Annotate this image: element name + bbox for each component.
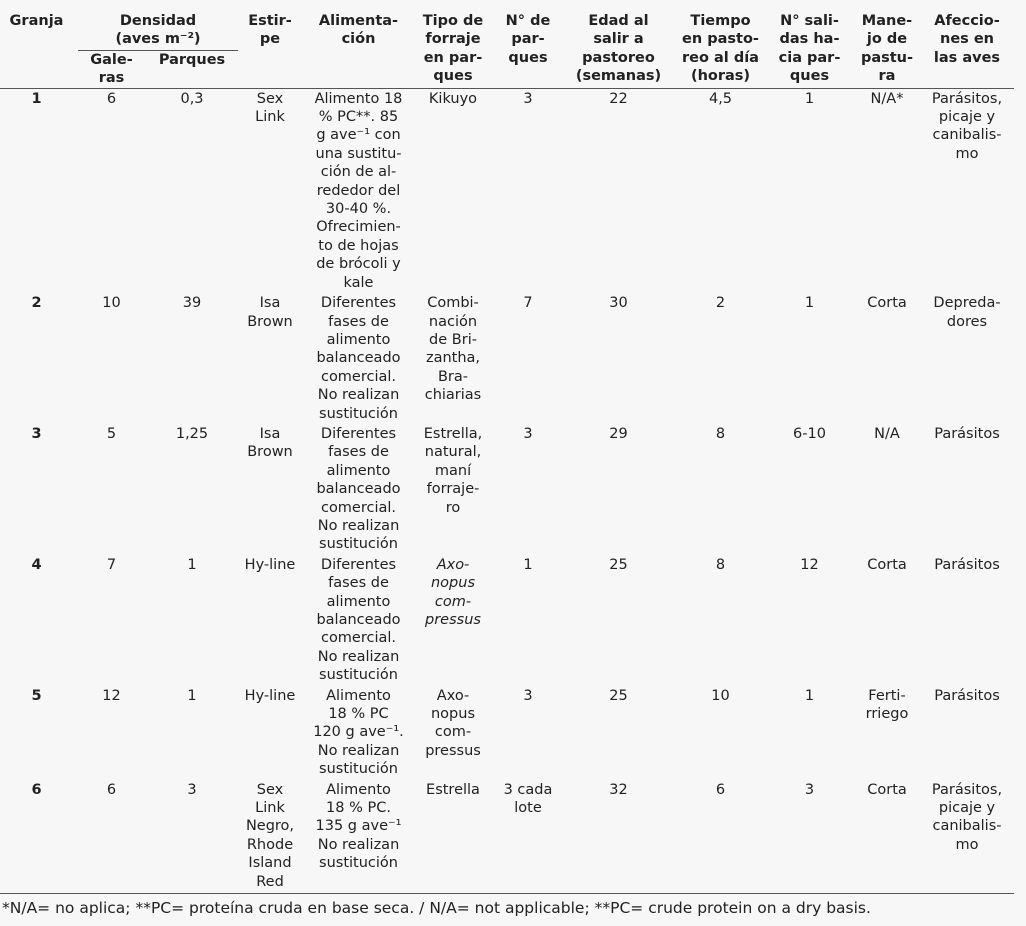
cell-estirpe: Sex Link xyxy=(255,90,285,126)
col-header-afecciones: Afeccio- nes en las aves xyxy=(933,13,1001,66)
cell-parques: 1,25 xyxy=(175,425,209,442)
cell-tiempo: 4,5 xyxy=(708,90,733,107)
header-row xyxy=(0,8,1014,51)
cell-salidas: 1 xyxy=(804,90,815,107)
table-row xyxy=(0,687,1014,781)
cell-afecciones: Parásitos, picaje y canibalis- mo xyxy=(931,90,1003,162)
cell-parques: 39 xyxy=(182,295,202,312)
cell-galeras: 10 xyxy=(102,295,121,312)
cell-manejo: Corta xyxy=(867,781,907,798)
cell-granja: 2 xyxy=(31,295,42,312)
table-row xyxy=(0,781,1014,894)
col-header-parques: Parques xyxy=(158,51,226,68)
cell-afecciones: Parásitos xyxy=(934,687,1000,704)
cell-granja: 3 xyxy=(31,425,42,442)
cell-forraje: Axo- nopus com- pressus xyxy=(425,687,481,759)
table-row xyxy=(0,556,1014,687)
cell-manejo: Corta xyxy=(867,556,907,573)
cell-galeras: 7 xyxy=(106,556,117,573)
cell-tiempo: 8 xyxy=(715,556,726,573)
cell-salidas: 12 xyxy=(800,556,819,573)
cell-galeras: 5 xyxy=(106,425,117,442)
table-container xyxy=(0,8,1014,894)
cell-salidas: 3 xyxy=(804,781,815,798)
cell-parques: 3 xyxy=(187,781,197,798)
cell-edad: 22 xyxy=(609,90,628,107)
cell-alimentacion: Diferentes fases de alimento balanceado comercial. No realizan sustitución xyxy=(316,295,401,422)
cell-tiempo: 6 xyxy=(715,781,726,798)
col-header-estirpe: Estir- pe xyxy=(248,13,292,48)
col-header-tiempo: Tiempo en pasto- reo al día (horas) xyxy=(682,13,759,85)
cell-manejo: Corta xyxy=(867,295,907,312)
cell-edad: 32 xyxy=(609,781,628,798)
cell-parques: 1 xyxy=(187,556,197,573)
cell-forraje: Estrella, natural, maní forraje- ro xyxy=(423,425,483,516)
cell-manejo: N/A xyxy=(874,425,900,442)
col-header-manejo: Mane- jo de pastu- ra xyxy=(860,13,914,85)
cell-alimentacion: Diferentes fases de alimento balanceado comercial. No realizan sustitución xyxy=(316,556,401,684)
cell-salidas: 1 xyxy=(804,295,815,312)
cell-n-parques: 3 xyxy=(523,425,533,442)
col-header-densidad: Densidad (aves m⁻²) xyxy=(73,8,234,51)
cell-afecciones: Parásitos, picaje y canibalis- mo xyxy=(931,781,1003,853)
cell-estirpe: Isa Brown xyxy=(247,425,293,461)
cell-alimentacion: Diferentes fases de alimento balanceado comercial. No realizan sustitución xyxy=(316,425,401,553)
cell-granja: 1 xyxy=(31,90,42,107)
col-header-galeras: Gale- ras xyxy=(90,51,133,87)
col-header-salidas: N° sali- das ha- cia par- ques xyxy=(778,13,841,85)
cell-granja: 4 xyxy=(31,556,42,573)
cell-edad: 25 xyxy=(609,556,628,573)
cell-alimentacion: Alimento 18 % PC. 135 g ave⁻¹ No realizan sustitución xyxy=(315,781,402,872)
cell-estirpe: Sex Link Negro, Rhode Island Red xyxy=(245,781,295,890)
cell-manejo: N/A* xyxy=(870,90,904,107)
cell-afecciones: Parásitos xyxy=(934,425,1000,442)
cell-granja: 6 xyxy=(31,781,42,798)
cell-edad: 30 xyxy=(609,295,628,312)
col-header-alimentacion: Alimenta- ción xyxy=(318,13,399,48)
cell-parques: 1 xyxy=(187,687,197,704)
cell-galeras: 12 xyxy=(102,687,121,704)
data-table xyxy=(0,8,1014,894)
cell-manejo: Ferti- rriego xyxy=(865,687,909,723)
cell-edad: 29 xyxy=(609,425,628,442)
cell-forraje: Combi- nación de Bri- zantha, Bra- chiarias xyxy=(424,295,482,404)
cell-parques: 0,3 xyxy=(180,90,204,107)
cell-galeras: 6 xyxy=(106,90,117,107)
cell-tiempo: 2 xyxy=(715,295,726,312)
footnote: *N/A= no aplica; **PC= proteína cruda en base seca. / N/A= not applicable; **PC= crude protein on a dry basis. xyxy=(2,899,871,917)
cell-n-parques: 1 xyxy=(523,556,533,573)
cell-n-parques: 3 xyxy=(523,687,533,704)
cell-alimentacion: Alimento 18 % PC 120 g ave⁻¹. No realizan sustitución xyxy=(313,687,404,778)
cell-forraje: Estrella xyxy=(426,781,480,798)
cell-granja: 5 xyxy=(31,687,42,704)
col-header-edad: Edad al salir a pastoreo (semanas) xyxy=(575,13,662,85)
cell-n-parques: 3 cada lote xyxy=(503,781,553,817)
cell-alimentacion: Alimento 18 % PC**. 85 g ave⁻¹ con una sustitu- ción de al- rededor del 30-40 %. Ofrecimien- to de hojas de brócoli y kale xyxy=(314,90,403,291)
cell-tiempo: 10 xyxy=(711,687,730,704)
cell-estirpe: Hy-line xyxy=(244,687,296,704)
col-header-granja: Granja xyxy=(9,13,64,29)
cell-estirpe: Hy-line xyxy=(244,556,296,573)
cell-salidas: 1 xyxy=(804,687,815,704)
cell-afecciones: Depreda- dores xyxy=(933,295,1001,330)
cell-edad: 25 xyxy=(609,687,628,704)
cell-estirpe: Isa Brown xyxy=(247,295,293,330)
cell-n-parques: 7 xyxy=(523,295,533,312)
table-row xyxy=(0,88,1014,294)
table-body xyxy=(0,88,1014,893)
cell-forraje: Axo- nopus com- pressus xyxy=(425,556,481,628)
cell-tiempo: 8 xyxy=(715,425,726,442)
cell-forraje: Kikuyo xyxy=(428,90,478,107)
cell-n-parques: 3 xyxy=(523,90,533,107)
col-header-forraje: Tipo de forraje en par- ques xyxy=(422,13,484,85)
col-header-n-parques: N° de par- ques xyxy=(505,13,551,66)
table-row xyxy=(0,294,1014,425)
cell-salidas: 6-10 xyxy=(793,425,826,442)
cell-galeras: 6 xyxy=(106,781,117,798)
cell-afecciones: Parásitos xyxy=(934,556,1000,573)
table-row xyxy=(0,425,1014,556)
